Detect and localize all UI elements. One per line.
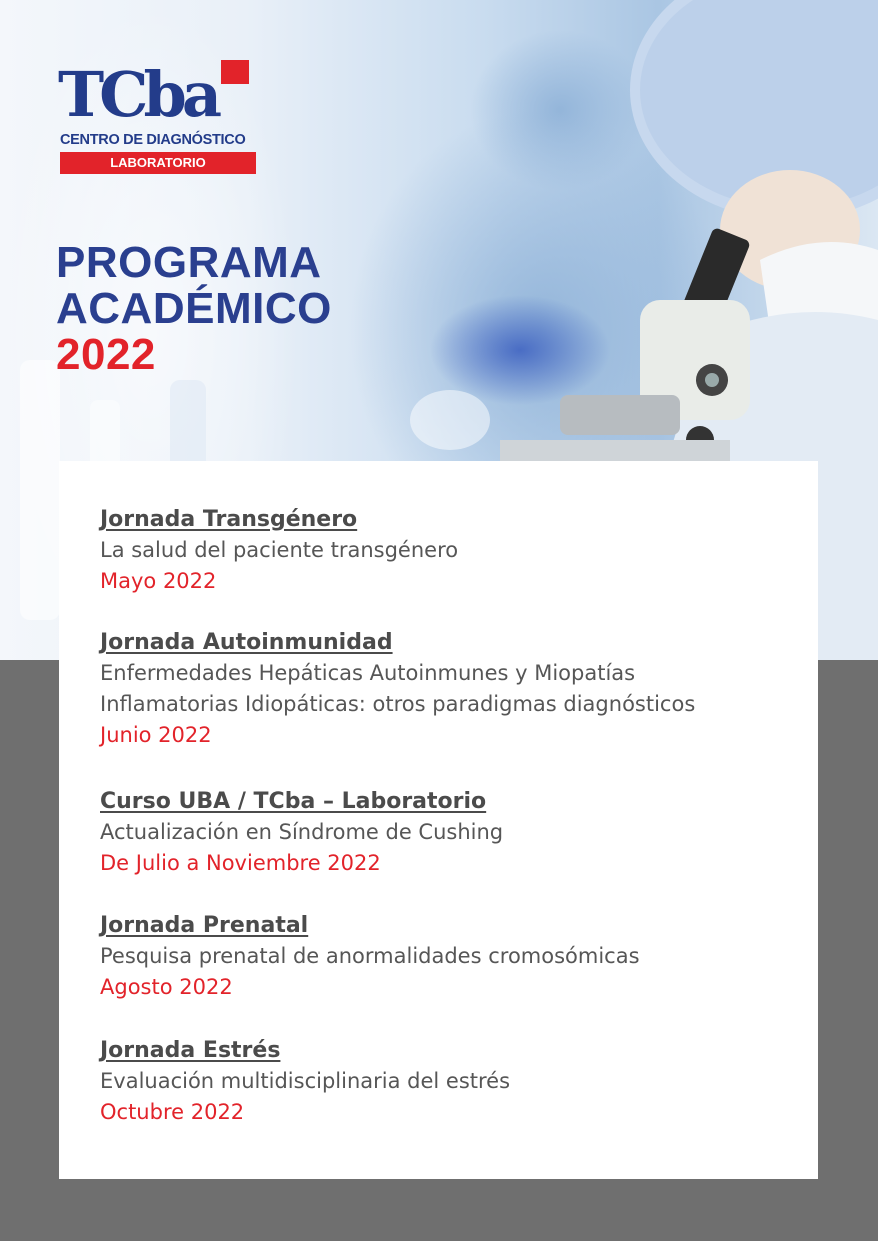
event-title: Curso UBA / TCba – Laboratorio	[100, 789, 487, 814]
event-title: Jornada Prenatal	[100, 913, 309, 938]
event-date: Junio 2022	[100, 723, 212, 747]
event-description: Pesquisa prenatal de anormalidades cromosómicas	[100, 944, 640, 968]
program-card	[59, 461, 818, 1179]
tcba-logo	[58, 60, 258, 176]
event-date: De Julio a Noviembre 2022	[100, 851, 381, 875]
event-title: Jornada Transgénero	[100, 507, 358, 532]
logo-wordmark: TCba	[58, 58, 218, 131]
event-date: Agosto 2022	[100, 975, 233, 999]
event-description: Evaluación multidisciplinaria del estrés	[100, 1069, 511, 1093]
event-description: Enfermedades Hepáticas Autoinmunes y Miopatías	[100, 661, 636, 685]
event-item	[100, 911, 800, 1003]
title-year: 2022	[56, 330, 156, 379]
event-date: Mayo 2022	[100, 569, 217, 593]
event-description: Actualización en Síndrome de Cushing	[100, 820, 504, 844]
event-title: Jornada Autoinmunidad	[100, 630, 393, 655]
event-date: Octubre 2022	[100, 1100, 245, 1124]
title-line-2: ACADÉMICO	[56, 284, 332, 333]
event-description: Inflamatorias Idiopáticas: otros paradigmas diagnósticos	[100, 692, 696, 716]
event-item	[100, 628, 800, 751]
event-item	[100, 505, 800, 597]
page-title	[56, 240, 332, 378]
event-item	[100, 787, 800, 879]
event-item	[100, 1036, 800, 1128]
logo-subtitle: CENTRO DE DIAGNÓSTICO	[60, 132, 246, 148]
title-line-1: PROGRAMA	[56, 238, 322, 287]
event-description: La salud del paciente transgénero	[100, 538, 459, 562]
logo-laboratorio-tag: LABORATORIO	[60, 152, 256, 174]
logo-red-square	[221, 60, 249, 84]
event-title: Jornada Estrés	[100, 1038, 281, 1063]
